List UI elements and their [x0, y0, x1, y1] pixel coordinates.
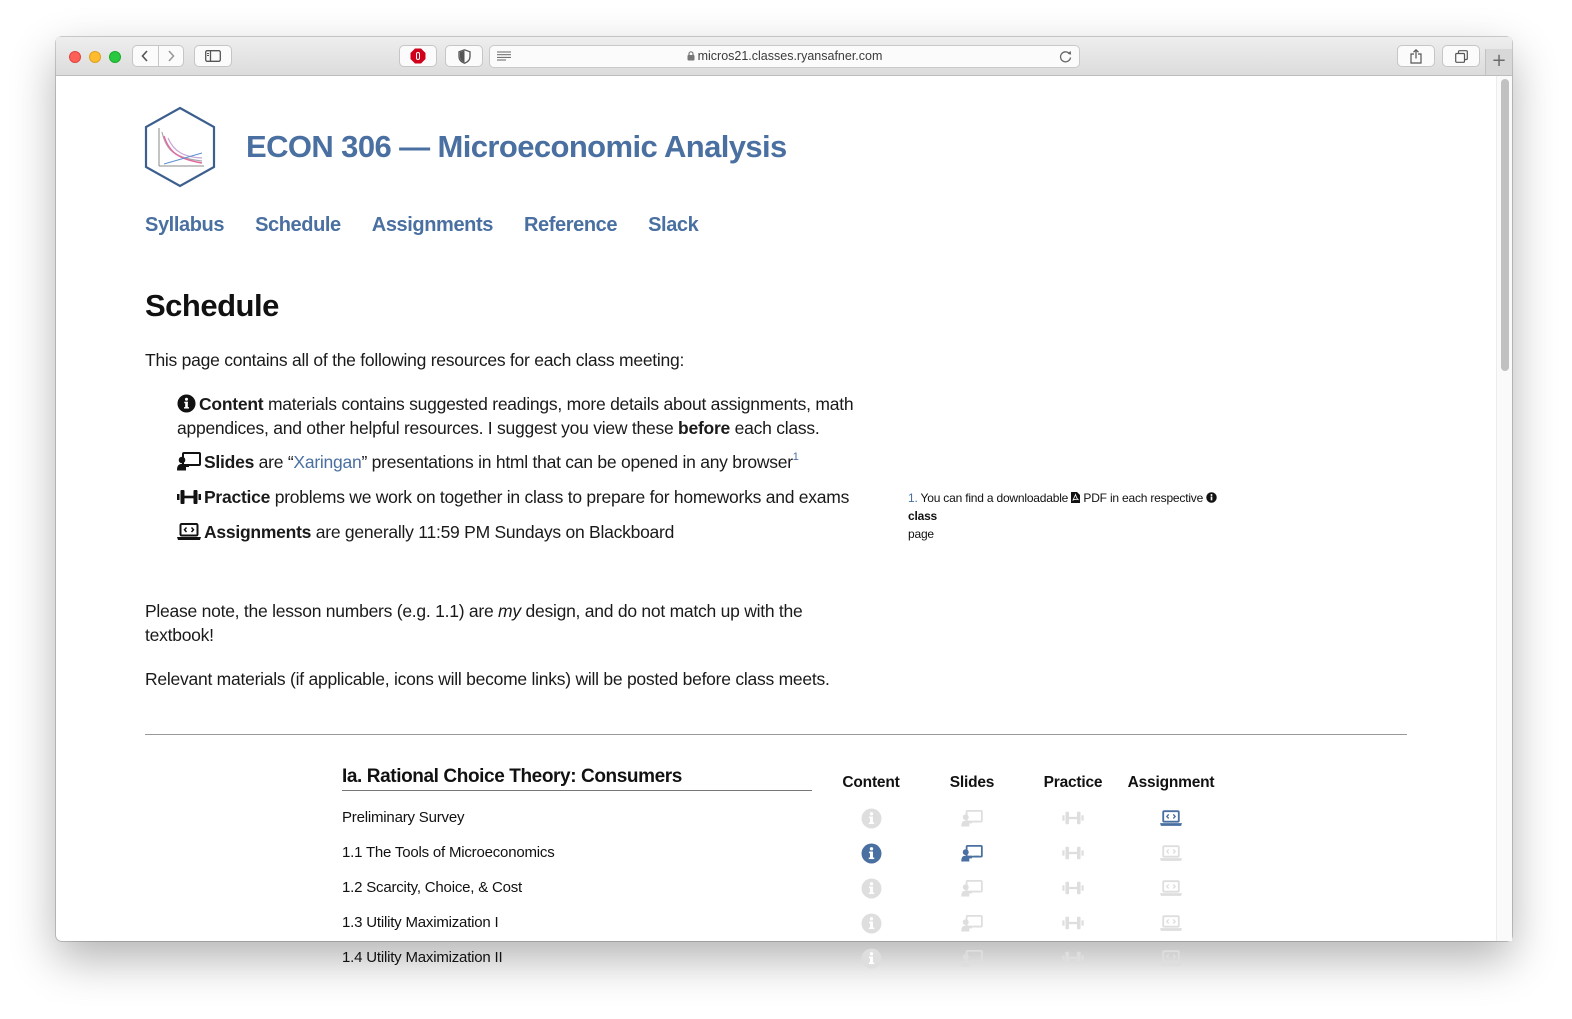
row-label: 1.3 Utility Maximization I	[342, 914, 499, 931]
dumbbell-icon	[177, 488, 201, 506]
list-item-content	[177, 392, 897, 440]
tab-overview-button[interactable]	[1442, 45, 1480, 67]
column-header-assignment: Assignment	[1127, 774, 1215, 791]
laptop-code-icon	[1160, 877, 1182, 899]
dumbbell-icon	[1062, 842, 1084, 864]
web-page	[56, 76, 1497, 966]
tabs-icon	[1455, 50, 1468, 63]
forward-button[interactable]	[158, 46, 184, 66]
site-title[interactable]: ECON 306 — Microeconomic Analysis	[246, 129, 787, 164]
list-item-assignments	[177, 520, 897, 544]
row-label: 1.4 Utility Maximization II	[342, 949, 503, 966]
content-label: Content	[199, 394, 264, 414]
list-item-practice	[177, 485, 897, 509]
zoom-window-button[interactable]	[109, 51, 121, 63]
url-text	[490, 49, 1079, 63]
sidebar-toggle-button[interactable]	[194, 45, 232, 67]
stop-sign-icon	[410, 48, 426, 64]
nav-assignments[interactable]: Assignments	[371, 214, 493, 236]
footnote-ref[interactable]: 1	[792, 451, 799, 463]
row-label: Preliminary Survey	[342, 809, 465, 826]
laptop-code-icon	[1160, 947, 1182, 969]
share-button[interactable]	[1397, 45, 1435, 67]
slides-desc-b: ” presentations in html that can be opened in any browser	[361, 452, 793, 472]
nav-schedule[interactable]: Schedule	[255, 214, 341, 236]
laptop-code-icon	[177, 523, 201, 541]
dumbbell-icon	[1062, 947, 1084, 969]
content-desc-b: each class.	[730, 418, 820, 438]
chalkboard-teacher-icon[interactable]	[961, 842, 983, 864]
xaringan-link[interactable]: Xaringan	[293, 452, 362, 472]
row-label: 1.2 Scarcity, Choice, & Cost	[342, 879, 523, 896]
column-header-slides: Slides	[949, 774, 995, 791]
materials-note: Relevant materials (if applicable, icons will become links) will be posted before class meets.	[145, 669, 830, 689]
close-window-button[interactable]	[69, 51, 81, 63]
privacy-extension-button[interactable]	[445, 45, 483, 67]
reload-icon[interactable]	[1059, 50, 1072, 63]
chalkboard-teacher-icon	[961, 877, 983, 899]
section-divider	[145, 734, 1407, 735]
content-desc-bold: before	[678, 418, 731, 438]
chalkboard-teacher-icon	[961, 947, 983, 969]
sidenote-text-c: page	[908, 527, 934, 541]
column-header-practice: Practice	[1043, 774, 1103, 791]
laptop-code-icon[interactable]	[1160, 807, 1182, 829]
main-nav	[145, 214, 729, 237]
lock-icon	[687, 51, 695, 61]
note-text-a: Please note, the lesson numbers (e.g. 1.1) are	[145, 601, 499, 621]
chalkboard-teacher-icon	[177, 452, 201, 471]
slides-desc-a: are “	[254, 452, 294, 472]
note-text-b: design, and do not match up with the textbook!	[145, 601, 803, 645]
laptop-code-icon	[1160, 842, 1182, 864]
intro-text: This page contains all of the following resources for each class meeting:	[145, 350, 685, 370]
address-bar[interactable]	[489, 45, 1080, 68]
laptop-code-icon	[1160, 912, 1182, 934]
practice-label: Practice	[204, 487, 271, 507]
new-tab-button[interactable]: +	[1485, 49, 1512, 75]
scrollbar-thumb[interactable]	[1501, 79, 1509, 371]
info-circle-icon[interactable]	[860, 842, 882, 864]
chalkboard-teacher-icon	[961, 807, 983, 829]
info-circle-icon	[860, 807, 882, 829]
row-label: 1.1 The Tools of Microeconomics	[342, 844, 555, 861]
assignments-label: Assignments	[204, 522, 312, 542]
chevron-right-icon	[167, 50, 175, 62]
lesson-number-note	[145, 599, 845, 647]
browser-toolbar	[56, 37, 1512, 76]
site-logo[interactable]	[144, 106, 216, 188]
practice-desc: problems we work on together in class to prepare for homeworks and exams	[270, 487, 850, 507]
info-circle-icon	[860, 912, 882, 934]
page-title: Schedule	[145, 288, 279, 323]
column-header-content: Content	[842, 774, 900, 791]
url-label: micros21.classes.ryansafner.com	[697, 49, 883, 63]
chalkboard-teacher-icon	[961, 912, 983, 934]
content-desc-a: materials contains suggested readings, more details about assignments, math appendices, and other helpful resources. I suggest you view these	[177, 394, 854, 438]
dumbbell-icon	[1062, 807, 1084, 829]
nav-syllabus[interactable]: Syllabus	[145, 214, 225, 236]
sidenote	[908, 489, 1248, 543]
shield-icon	[458, 49, 471, 64]
sidenote-number[interactable]: 1.	[908, 491, 918, 505]
note-text-em: my	[498, 601, 521, 621]
minimize-window-button[interactable]	[89, 51, 101, 63]
history-nav	[132, 45, 184, 67]
chevron-left-icon	[141, 50, 149, 62]
share-icon	[1410, 49, 1422, 64]
sidebar-icon	[205, 50, 221, 62]
info-circle-icon	[860, 877, 882, 899]
slides-label: Slides	[204, 452, 255, 472]
file-pdf-icon	[1071, 492, 1080, 503]
sidenote-text-a: You can find a downloadable	[917, 491, 1072, 505]
nav-reference[interactable]: Reference	[523, 214, 618, 236]
dumbbell-icon	[1062, 912, 1084, 934]
dumbbell-icon	[1062, 877, 1084, 899]
adblock-extension-button[interactable]	[399, 45, 437, 67]
assignments-desc: are generally 11:59 PM Sundays on Blackboard	[311, 522, 675, 542]
schedule-section-title: Ia. Rational Choice Theory: Consumers	[342, 766, 812, 791]
browser-window	[56, 37, 1512, 966]
nav-slack[interactable]: Slack	[648, 214, 699, 236]
sidenote-bold: class	[908, 509, 938, 523]
list-item-slides	[177, 450, 897, 474]
info-circle-icon	[177, 394, 196, 413]
info-circle-icon	[1206, 492, 1217, 503]
sidenote-text-b: PDF in each respective	[1080, 491, 1207, 505]
info-circle-icon	[860, 947, 882, 969]
back-button[interactable]	[133, 46, 158, 66]
